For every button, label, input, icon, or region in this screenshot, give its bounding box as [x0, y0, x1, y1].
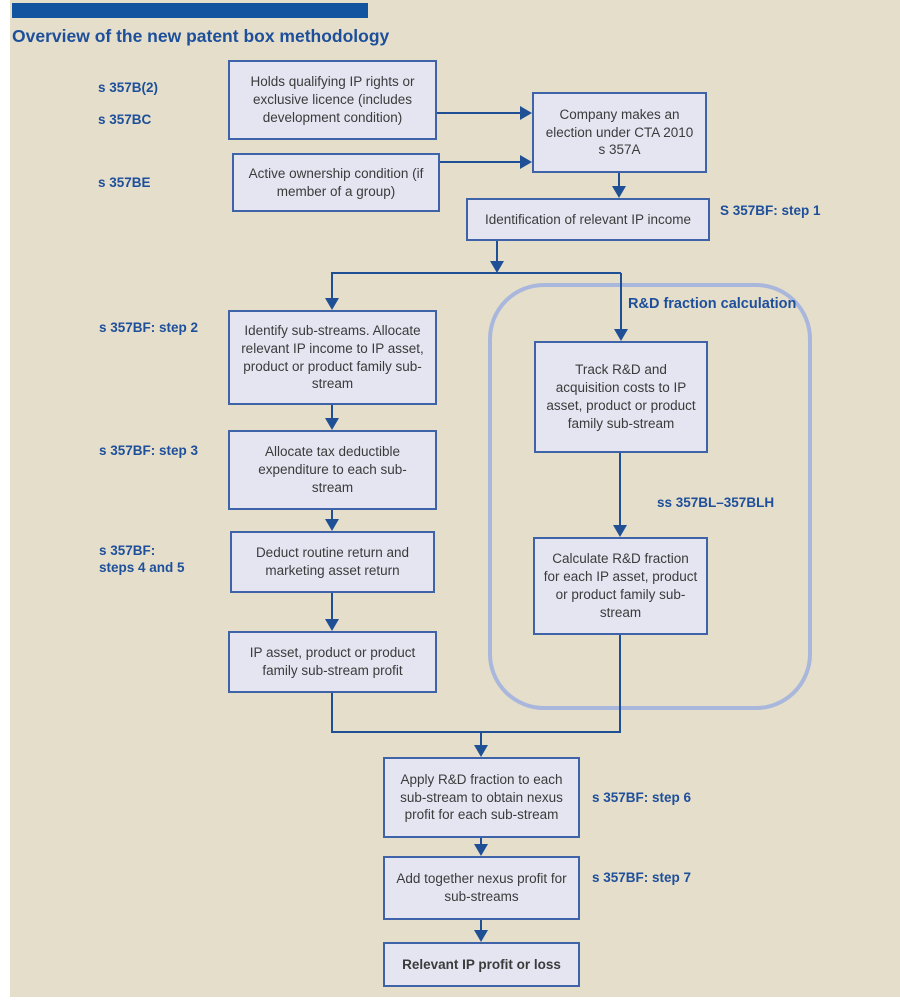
node-identification-income: Identification of relevant IP income — [466, 198, 710, 241]
connector-deduct-to-profit-line — [331, 593, 333, 620]
connector-calculate-down-line — [619, 635, 621, 733]
figure-title: Overview of the new patent box methodology — [12, 26, 390, 46]
connector-split-to-track-arrow — [614, 329, 628, 341]
connector-track-to-calculate-arrow — [613, 525, 627, 537]
label-step3: s 357BF: step 3 — [99, 443, 199, 458]
label-ss-357bl: ss 357BL–357BLH — [657, 495, 775, 510]
connector-profit-down-line — [331, 693, 333, 733]
connector-holds-to-election-arrow — [520, 106, 532, 120]
connector-identify-to-allocate-arrow — [325, 418, 339, 430]
header-accent-bar — [12, 3, 368, 18]
node-calculate-rd-fraction: Calculate R&D fraction for each IP asset, product or product family sub-stream — [533, 537, 708, 635]
node-deduct-routine-return: Deduct routine return and marketing asset return — [230, 531, 435, 593]
connector-election-to-identification-arrow — [612, 186, 626, 198]
connector-merge-to-apply-line — [480, 732, 482, 746]
label-steps-4-5-line1: s 357BF: — [99, 543, 156, 558]
label-steps-4-5 — [99, 542, 185, 577]
rd-fraction-group-title: R&D fraction calculation — [628, 296, 797, 312]
connector-split-to-substreams-line — [331, 273, 333, 299]
connector-add-to-relevant-arrow — [474, 930, 488, 942]
node-company-election: Company makes an election under CTA 2010 s 357A — [532, 92, 707, 173]
node-apply-rd-fraction: Apply R&D fraction to each sub-stream to obtain nexus profit for each sub-stream — [383, 757, 580, 838]
node-sub-stream-profit: IP asset, product or product family sub-stream profit — [228, 631, 437, 693]
connector-identification-down-line — [496, 240, 498, 262]
label-step1: S 357BF: step 1 — [720, 203, 821, 218]
connector-split-to-substreams-arrow — [325, 298, 339, 310]
label-step2: s 357BF: step 2 — [99, 320, 199, 335]
connector-identify-to-allocate-line — [331, 405, 333, 419]
connector-allocate-to-deduct-arrow — [325, 519, 339, 531]
connector-deduct-to-profit-arrow — [325, 619, 339, 631]
node-holds-qualifying-ip: Holds qualifying IP rights or exclusive licence (includes development condition) — [228, 60, 437, 140]
connector-election-to-identification-line — [618, 173, 620, 187]
label-steps-4-5-line2: steps 4 and 5 — [99, 560, 185, 576]
node-identify-sub-streams: Identify sub-streams. Allocate relevant IP income to IP asset, product or product family sub-stream — [228, 310, 437, 405]
label-s357b2: s 357B(2) — [98, 80, 159, 95]
connector-split-horizontal — [331, 272, 621, 274]
node-add-nexus-profit: Add together nexus profit for sub-streams — [383, 856, 580, 920]
connector-track-to-calculate-line — [619, 453, 621, 526]
node-allocate-expenditure: Allocate tax deductible expenditure to each sub-stream — [228, 430, 437, 510]
connector-active-to-election-line — [440, 161, 521, 163]
node-active-ownership: Active ownership condition (if member of a group) — [232, 153, 440, 212]
label-s357bc: s 357BC — [98, 112, 152, 127]
label-s357be: s 357BE — [98, 175, 151, 190]
connector-active-to-election-arrow — [520, 155, 532, 169]
connector-merge-horizontal — [331, 731, 621, 733]
label-step7: s 357BF: step 7 — [592, 870, 692, 885]
connector-merge-to-apply-arrow — [474, 745, 488, 757]
label-step6: s 357BF: step 6 — [592, 790, 692, 805]
connector-split-to-track-line — [620, 273, 622, 330]
connector-holds-to-election-line — [437, 112, 521, 114]
node-relevant-ip-profit: Relevant IP profit or loss — [383, 942, 580, 987]
connector-apply-to-add-arrow — [474, 844, 488, 856]
node-track-rd-costs: Track R&D and acquisition costs to IP asset, product or product family sub-stream — [534, 341, 708, 453]
